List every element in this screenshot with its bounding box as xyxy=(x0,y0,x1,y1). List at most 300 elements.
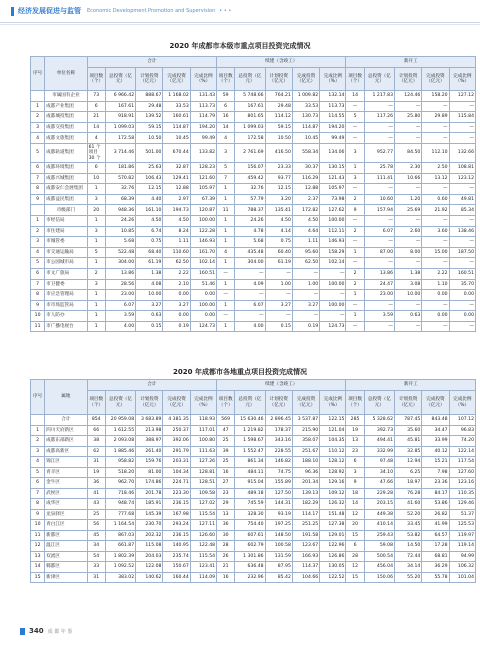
row-value: 3 xyxy=(87,226,105,237)
col-header-unit: 单位名称 xyxy=(45,57,87,91)
row-value: 28 xyxy=(217,541,235,552)
col-header-count: 项目数（个） xyxy=(346,68,364,91)
col-header-plan: 计划投资（亿元） xyxy=(136,68,163,91)
row-value: 34 xyxy=(87,541,105,552)
row-value: 203.15 xyxy=(364,499,394,510)
table-row xyxy=(31,572,476,583)
row-value: 1 598.67 xyxy=(235,436,265,447)
row-value: 158.29 xyxy=(320,247,346,258)
row-name: 市文广旅局 xyxy=(45,268,87,279)
row-value: 3 xyxy=(87,194,105,205)
table-row xyxy=(31,215,476,226)
row-value: 140.62 xyxy=(136,572,163,583)
row-value: 13 xyxy=(217,509,235,520)
table-row xyxy=(31,436,476,447)
row-value: — xyxy=(422,300,449,311)
row-value: 23 xyxy=(346,446,364,457)
row-value: 854 xyxy=(87,415,105,426)
row-value: 15 xyxy=(346,572,364,583)
row-value: — xyxy=(346,184,364,195)
book-title: 成 都 年 鉴 xyxy=(47,628,73,635)
table-row xyxy=(31,290,476,301)
row-value: 10 xyxy=(87,173,105,184)
row-value: 19 xyxy=(346,425,364,436)
row-value: 68.81 xyxy=(422,551,449,562)
row-seq: 2 xyxy=(31,226,45,237)
row-value: 9 xyxy=(346,205,364,216)
row-name: 四川天府新区 xyxy=(45,425,87,436)
row-name: 新津区 xyxy=(45,572,87,583)
row-name: 成都产业集团 xyxy=(45,101,87,112)
row-value: 494.41 xyxy=(364,436,394,447)
row-value: 54 xyxy=(87,551,105,562)
row-value: — xyxy=(235,290,265,301)
row-value: 1 099.03 xyxy=(235,122,265,133)
row-value: 1 164.54 xyxy=(105,520,135,531)
row-value: 123.12 xyxy=(449,173,475,184)
row-value: 93.77 xyxy=(265,173,292,184)
row-value: 114.17 xyxy=(292,509,319,520)
row-seq: 15 xyxy=(31,572,45,583)
row-value: 2.97 xyxy=(163,194,190,205)
row-value: 167.61 xyxy=(105,101,135,112)
row-value: — xyxy=(422,133,449,144)
row-value: 25.69 xyxy=(395,205,422,216)
row-value: 1 802.39 xyxy=(105,551,135,562)
row-value: 2.10 xyxy=(163,279,190,290)
row-value: 4.14 xyxy=(265,226,292,237)
row-value: 96.83 xyxy=(449,425,475,436)
row-value: 115.08 xyxy=(136,541,163,552)
table-row xyxy=(31,122,476,133)
table-row xyxy=(31,237,476,248)
row-name: 市人防办 xyxy=(45,311,87,322)
row-value: 130.73 xyxy=(292,112,319,123)
row-value: 155.89 xyxy=(265,478,292,489)
row-value: 49.81 xyxy=(449,194,475,205)
row-value: 4 xyxy=(217,133,235,144)
col-header-count: 项目数（个） xyxy=(87,391,105,415)
row-value: 2 xyxy=(346,268,364,279)
row-value: 32.87 xyxy=(163,162,190,173)
row-value: 15 630.46 xyxy=(235,415,265,426)
row-value: 201.34 xyxy=(292,478,319,489)
col-header-plan: 计划投资（亿元） xyxy=(265,391,292,415)
row-value: 202.32 xyxy=(136,530,163,541)
row-value: 14 xyxy=(346,499,364,510)
row-value: 4.00 xyxy=(105,321,135,332)
table2 xyxy=(30,379,476,583)
table-row xyxy=(31,321,476,332)
row-value: 113.73 xyxy=(190,101,216,112)
table-row xyxy=(31,91,476,102)
row-value: 51.46 xyxy=(190,279,216,290)
row-value: 304.00 xyxy=(235,258,265,269)
row-value: 3 xyxy=(346,467,364,478)
row-value: 132.14 xyxy=(320,91,346,102)
row-value: 114.55 xyxy=(320,112,346,123)
col-header-done: 完成投资（亿元） xyxy=(422,391,449,415)
row-value: — xyxy=(422,321,449,332)
col-header-total: 总投资（亿元） xyxy=(105,68,135,91)
row-value: 68.40 xyxy=(136,247,163,258)
row-value: 14 xyxy=(217,122,235,133)
row-value: 24.26 xyxy=(105,215,135,226)
row-value: 2 761.69 xyxy=(235,143,265,162)
row-value: 122.52 xyxy=(320,572,346,583)
col-header-done: 完成投资（亿元） xyxy=(292,68,319,91)
row-value: 144.31 xyxy=(265,499,292,510)
row-value: 261.40 xyxy=(136,446,163,457)
row-value: 122.96 xyxy=(320,541,346,552)
row-value: — xyxy=(217,268,235,279)
row-value: 25.80 xyxy=(395,112,422,123)
row-value: 215.90 xyxy=(292,425,319,436)
row-value: 159.76 xyxy=(136,457,163,468)
row-seq: 7 xyxy=(31,279,45,290)
row-value: 135.41 xyxy=(265,205,292,216)
row-value: 13.12 xyxy=(422,173,449,184)
row-value: 230.70 xyxy=(136,520,163,531)
row-seq: 12 xyxy=(31,541,45,552)
col-header-total: 总投资（亿元） xyxy=(235,68,265,91)
row-value: 1.11 xyxy=(292,237,319,248)
row-value: 134.06 xyxy=(320,143,346,162)
row-value: 1 168.02 xyxy=(163,91,190,102)
row-value: 121.43 xyxy=(320,173,346,184)
row-value: 95.60 xyxy=(292,247,319,258)
row-value: 182.29 xyxy=(292,499,319,510)
row-value: 3 xyxy=(346,143,364,162)
row-value: — xyxy=(217,290,235,301)
row-value: 20 xyxy=(346,520,364,531)
row-value: 1 009.82 xyxy=(292,91,319,102)
row-value: — xyxy=(364,101,394,112)
row-value: 53.86 xyxy=(422,499,449,510)
row-value: 113.73 xyxy=(320,101,346,112)
row-value: 174.86 xyxy=(136,478,163,489)
row-value: — xyxy=(449,258,475,269)
row-value: 111.63 xyxy=(190,446,216,457)
row-value: 55.78 xyxy=(422,572,449,583)
row-value: 20 959.08 xyxy=(105,415,135,426)
row-value: 236.15 xyxy=(163,530,190,541)
row-value: 489.18 xyxy=(235,488,265,499)
row-seq: 11 xyxy=(31,321,45,332)
row-value: 0.00 xyxy=(190,311,216,322)
row-value: 2 xyxy=(346,279,364,290)
row-value: 2 093.08 xyxy=(105,436,135,447)
row-value: 3.08 xyxy=(395,279,422,290)
row-value: 157.94 xyxy=(364,205,394,216)
row-value: — xyxy=(422,184,449,195)
row-value: 1 885.46 xyxy=(105,446,135,457)
row-value: 8.24 xyxy=(163,226,190,237)
row-name: 武侯区 xyxy=(45,488,87,499)
row-value: — xyxy=(395,122,422,133)
row-value: 7.98 xyxy=(422,467,449,478)
row-value: 23.00 xyxy=(364,290,394,301)
row-value: 100.00 xyxy=(320,279,346,290)
row-seq: 8 xyxy=(31,184,45,195)
row-value: 114.09 xyxy=(190,572,216,583)
row-value: 500.54 xyxy=(364,551,394,562)
row-value: 0.63 xyxy=(395,311,422,322)
row-value: 304.00 xyxy=(105,258,135,269)
col-header-total: 总投资（亿元） xyxy=(364,68,394,91)
row-name: 市公园城市局 xyxy=(45,258,87,269)
row-value: — xyxy=(449,133,475,144)
row-value: 15.21 xyxy=(422,457,449,468)
row-value: 1.20 xyxy=(395,194,422,205)
row-value: 130.15 xyxy=(320,162,346,173)
row-name: 成都安仁会展集团 xyxy=(45,184,87,195)
row-value: — xyxy=(364,122,394,133)
table-row xyxy=(31,562,476,573)
row-value: 62 xyxy=(87,446,105,457)
row-value: 670.44 xyxy=(163,143,190,162)
row-value: 18.97 xyxy=(395,478,422,489)
row-value: 100.00 xyxy=(190,215,216,226)
table-row xyxy=(31,143,476,162)
row-seq: 5 xyxy=(31,258,45,269)
row-value: 100.80 xyxy=(190,436,216,447)
table-row xyxy=(31,184,476,195)
row-value: 1 xyxy=(87,184,105,195)
row-value: 119.14 xyxy=(449,541,475,552)
row-value: — xyxy=(449,215,475,226)
row-value: 172.58 xyxy=(235,133,265,144)
row-value: 10.45 xyxy=(292,133,319,144)
row-value: 121.04 xyxy=(320,425,346,436)
row-value: 4.50 xyxy=(163,215,190,226)
row-value: 235.74 xyxy=(163,551,190,562)
row-value: 81.00 xyxy=(136,467,163,478)
row-value: 33.53 xyxy=(163,101,190,112)
table2-title: 2020 年成都市各地重点项目投资完成情况 xyxy=(173,368,307,376)
row-value: — xyxy=(364,258,394,269)
row-value: 1.38 xyxy=(395,268,422,279)
row-value: 10.50 xyxy=(265,133,292,144)
row-value: — xyxy=(346,300,364,311)
row-value: 94.99 xyxy=(449,551,475,562)
row-value: 958.82 xyxy=(105,457,135,468)
row-value: 100.00 xyxy=(320,300,346,311)
row-name: 成都高新区 xyxy=(45,446,87,457)
row-value: 2 xyxy=(87,268,105,279)
row-value: 0.00 xyxy=(449,311,475,322)
row-value: 3.59 xyxy=(105,311,135,322)
row-value: — xyxy=(320,268,346,279)
row-value: 29.48 xyxy=(265,101,292,112)
row-value: 34.14 xyxy=(395,562,422,573)
row-value: 6 xyxy=(217,101,235,112)
row-value: 160.51 xyxy=(190,268,216,279)
row-value: 2 xyxy=(346,226,364,237)
row-value: 124.73 xyxy=(320,321,346,332)
row-value: 112.11 xyxy=(320,226,346,237)
col-header-plan: 计划投资（亿元） xyxy=(395,68,422,91)
row-value: 13.86 xyxy=(105,268,135,279)
row-value: 105.97 xyxy=(190,184,216,195)
row-value: — xyxy=(292,311,319,322)
table-row xyxy=(31,425,476,436)
row-name: 郫都区 xyxy=(45,562,87,573)
row-value: 5 xyxy=(217,162,235,173)
row-value: 57.79 xyxy=(235,194,265,205)
row-value: 74.75 xyxy=(265,467,292,478)
row-name: 市广播电视台 xyxy=(45,321,87,332)
row-value: 18 xyxy=(346,488,364,499)
row-value: 126.32 xyxy=(320,499,346,510)
col-header-plan: 计划投资（亿元） xyxy=(395,391,422,415)
row-value: 56 xyxy=(87,520,105,531)
row-value: — xyxy=(235,268,265,279)
row-value: 392.06 xyxy=(163,436,190,447)
row-value: 948.36 xyxy=(105,205,135,216)
row-value: 108.81 xyxy=(449,162,475,173)
row-seq: 4 xyxy=(31,247,45,258)
row-value: 47 xyxy=(217,425,235,436)
row-value: — xyxy=(346,101,364,112)
table-row xyxy=(31,457,476,468)
row-value: 187.50 xyxy=(449,247,475,258)
row-seq: 5 xyxy=(31,143,45,162)
row-value: — xyxy=(449,300,475,311)
row-value: 358.07 xyxy=(292,436,319,447)
row-value: 14 xyxy=(346,91,364,102)
row-value: 0.75 xyxy=(136,237,163,248)
group-header: 新开工 xyxy=(346,57,476,68)
row-value: 0.00 xyxy=(449,290,475,301)
row-value: 2.37 xyxy=(292,194,319,205)
row-value: 194.73 xyxy=(163,205,190,216)
row-value: 104.35 xyxy=(320,436,346,447)
row-value: 127.50 xyxy=(265,488,292,499)
row-value: 60.40 xyxy=(265,247,292,258)
row-value: 104.66 xyxy=(292,572,319,583)
row-value: 111.41 xyxy=(364,173,394,184)
row-value: 21.92 xyxy=(422,205,449,216)
row-value: 24.47 xyxy=(364,279,394,290)
row-value: 1 xyxy=(217,300,235,311)
row-value: 61 个项目 30 个 xyxy=(87,143,105,162)
row-value: 204.03 xyxy=(136,551,163,562)
row-value: 24.26 xyxy=(235,215,265,226)
row-value: 146.82 xyxy=(265,457,292,468)
row-value: 61.19 xyxy=(136,258,163,269)
col-header-ratio: 完成比例（%） xyxy=(449,68,475,91)
row-value: 745.59 xyxy=(235,499,265,510)
row-value: 501.00 xyxy=(136,143,163,162)
row-value: 23.33 xyxy=(265,162,292,173)
row-value: 17.28 xyxy=(422,541,449,552)
row-value: 14 xyxy=(87,122,105,133)
row-value: 31 xyxy=(87,457,105,468)
table-row xyxy=(31,530,476,541)
row-value: 23 xyxy=(217,488,235,499)
row-value: 114.87 xyxy=(163,122,190,133)
row-seq: 13 xyxy=(31,551,45,562)
row-value: 6.07 xyxy=(105,300,135,311)
row-value: 6 xyxy=(87,162,105,173)
row-value: 4.64 xyxy=(292,226,319,237)
row-value: 114.79 xyxy=(190,112,216,123)
row-value: 59.15 xyxy=(136,122,163,133)
row-value: 388.97 xyxy=(136,436,163,447)
row-value: 1 xyxy=(217,226,235,237)
row-value: 33.53 xyxy=(292,101,319,112)
row-value: 55.20 xyxy=(395,572,422,583)
row-value: 110.60 xyxy=(163,247,190,258)
row-value: 129.01 xyxy=(320,530,346,541)
row-value: 76.28 xyxy=(395,488,422,499)
row-seq: 6 xyxy=(31,162,45,173)
row-value: 1 092.52 xyxy=(105,562,135,573)
row-value: 0.15 xyxy=(265,321,292,332)
row-value: 73 xyxy=(87,91,105,102)
row-value: — xyxy=(217,311,235,322)
row-value: 0.00 xyxy=(190,290,216,301)
row-name: 市市场监管局 xyxy=(45,300,87,311)
row-value: 754.40 xyxy=(235,520,265,531)
row-value: 456.04 xyxy=(364,562,394,573)
row-seq: 5 xyxy=(31,467,45,478)
row-value: 178.37 xyxy=(265,425,292,436)
row-value: 127.62 xyxy=(320,205,346,216)
table-row xyxy=(31,258,476,269)
row-value: 123.16 xyxy=(449,478,475,489)
row-value: 156.07 xyxy=(235,162,265,173)
col-header-count: 项目数（个） xyxy=(217,391,235,415)
row-value: 25.78 xyxy=(364,162,394,173)
row-value: 1 xyxy=(87,321,105,332)
row-value: 1 xyxy=(217,321,235,332)
row-value: 122.08 xyxy=(136,562,163,573)
row-value: 1 xyxy=(217,237,235,248)
row-value: 131.59 xyxy=(265,551,292,562)
row-value: 26 xyxy=(217,551,235,562)
row-value: 2 896.45 xyxy=(265,415,292,426)
row-value: 34.10 xyxy=(364,467,394,478)
row-value: 167.61 xyxy=(235,101,265,112)
page-footer xyxy=(20,627,72,635)
row-seq xyxy=(31,91,45,102)
row-value: — xyxy=(395,321,422,332)
row-value: 4 381.35 xyxy=(163,415,190,426)
row-value: 100.58 xyxy=(265,541,292,552)
row-value: 128.12 xyxy=(320,457,346,468)
row-value: — xyxy=(395,237,422,248)
row-value: 6.07 xyxy=(235,300,265,311)
row-value: 236.15 xyxy=(163,499,190,510)
row-value: 161.10 xyxy=(136,205,163,216)
row-value: 6 xyxy=(346,457,364,468)
row-name: 成都轨道集团 xyxy=(45,143,87,162)
row-value: 34.47 xyxy=(422,425,449,436)
row-value: 224.71 xyxy=(163,478,190,489)
row-value: 128.23 xyxy=(190,162,216,173)
row-value: 1 xyxy=(87,290,105,301)
row-value: 10.50 xyxy=(136,133,163,144)
col-header-plan: 计划投资（亿元） xyxy=(136,391,163,415)
row-value: 67.39 xyxy=(190,194,216,205)
row-value: 10.66 xyxy=(395,173,422,184)
row-value: 129.41 xyxy=(163,173,190,184)
row-value: 5.68 xyxy=(105,237,135,248)
row-value: 84.17 xyxy=(422,488,449,499)
row-value: 25 xyxy=(217,436,235,447)
